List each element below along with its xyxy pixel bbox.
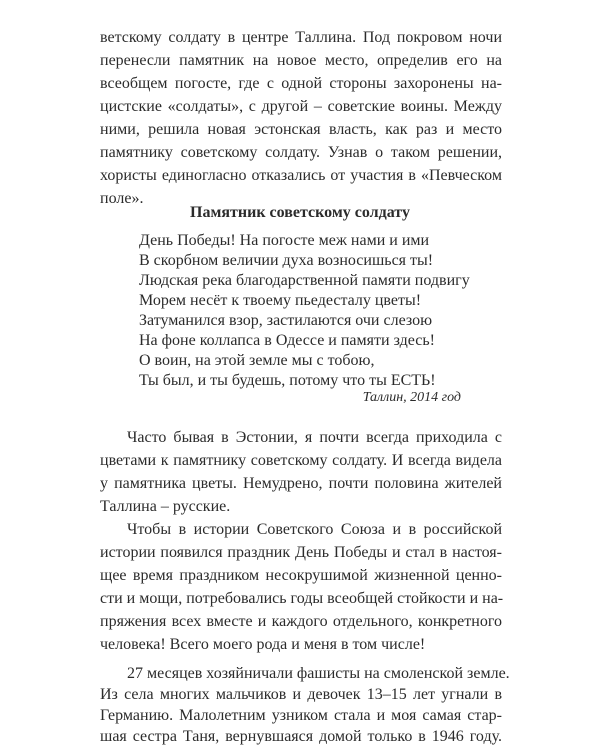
text-line: Германию. Малолетним узником стала и моя самая стар-	[100, 707, 502, 724]
poem-line: Ты был, и ты будешь, потому что ты ЕСТЬ!	[139, 372, 436, 389]
poem-line: День Победы! На погосте меж нами и ими	[139, 232, 430, 249]
text-line: истории появился праздник День Победы и стал в настоя-	[100, 544, 502, 561]
text-line: у памятника цветы. Немудрено, почти половина жителей	[100, 475, 502, 492]
text-line: ветскому солдату в центре Таллина. Под покровом ночи	[100, 29, 502, 46]
text-line: щее время праздником несокрушимой жизненной ценно-	[100, 567, 502, 584]
poem-line: О воин, на этой земле мы с тобою,	[139, 352, 375, 369]
text-line: цистские «солдаты», с другой – советские воины. Между	[100, 98, 502, 115]
text-line: поле».	[100, 190, 144, 207]
poem-line: Людская река благодарственной памяти подвигу	[139, 272, 470, 289]
text-line: перенесли памятник на новое место, определив его на	[100, 52, 502, 69]
text-line: Часто бывая в Эстонии, я почти всегда приходила с	[127, 429, 502, 446]
text-line: цветами к памятнику советскому солдату. И всегда видела	[100, 452, 502, 469]
poem-line: На фоне коллапса в Одессе и памяти здесь!	[139, 332, 435, 349]
text-line: Чтобы в истории Советского Союза и в российской	[127, 521, 502, 538]
poem-line: В скорбном величии духа возносишься ты!	[139, 252, 434, 269]
poem-signature: Таллин, 2014 год	[362, 390, 461, 405]
text-line: шая сестра Таня, вернувшаяся домой только в 1946 году.	[100, 728, 502, 745]
text-line: Из села многих мальчиков и девочек 13–15 лет угнали в	[100, 686, 502, 703]
text-line: всеобщем погосте, где с одной стороны захоронены на-	[100, 75, 502, 92]
text-line: хористы единогласно отказались от участия в «Певческом	[100, 167, 502, 184]
text-line: ними, решила новая эстонская власть, как раз и место	[100, 121, 502, 138]
poem-title: Памятник советскому солдату	[190, 204, 410, 221]
text-line: сти и мощи, потребовались годы всеобщей стойкости и на-	[100, 590, 504, 607]
text-line: 27 месяцев хозяйничали фашисты на смоленской земле.	[127, 665, 510, 682]
text-line: Таллина – русские.	[100, 498, 231, 515]
poem-line: Затуманился взор, застилаются очи слезою	[139, 312, 433, 329]
text-line: пряжения всех вместе и каждого отдельного, конкретного	[100, 613, 502, 630]
poem-line: Морем несёт к твоему пьедесталу цветы!	[139, 292, 422, 309]
text-line: памятнику советскому солдату. Узнав о таком решении,	[100, 144, 502, 161]
text-line: человека! Всего моего рода и меня в том числе!	[100, 636, 426, 653]
